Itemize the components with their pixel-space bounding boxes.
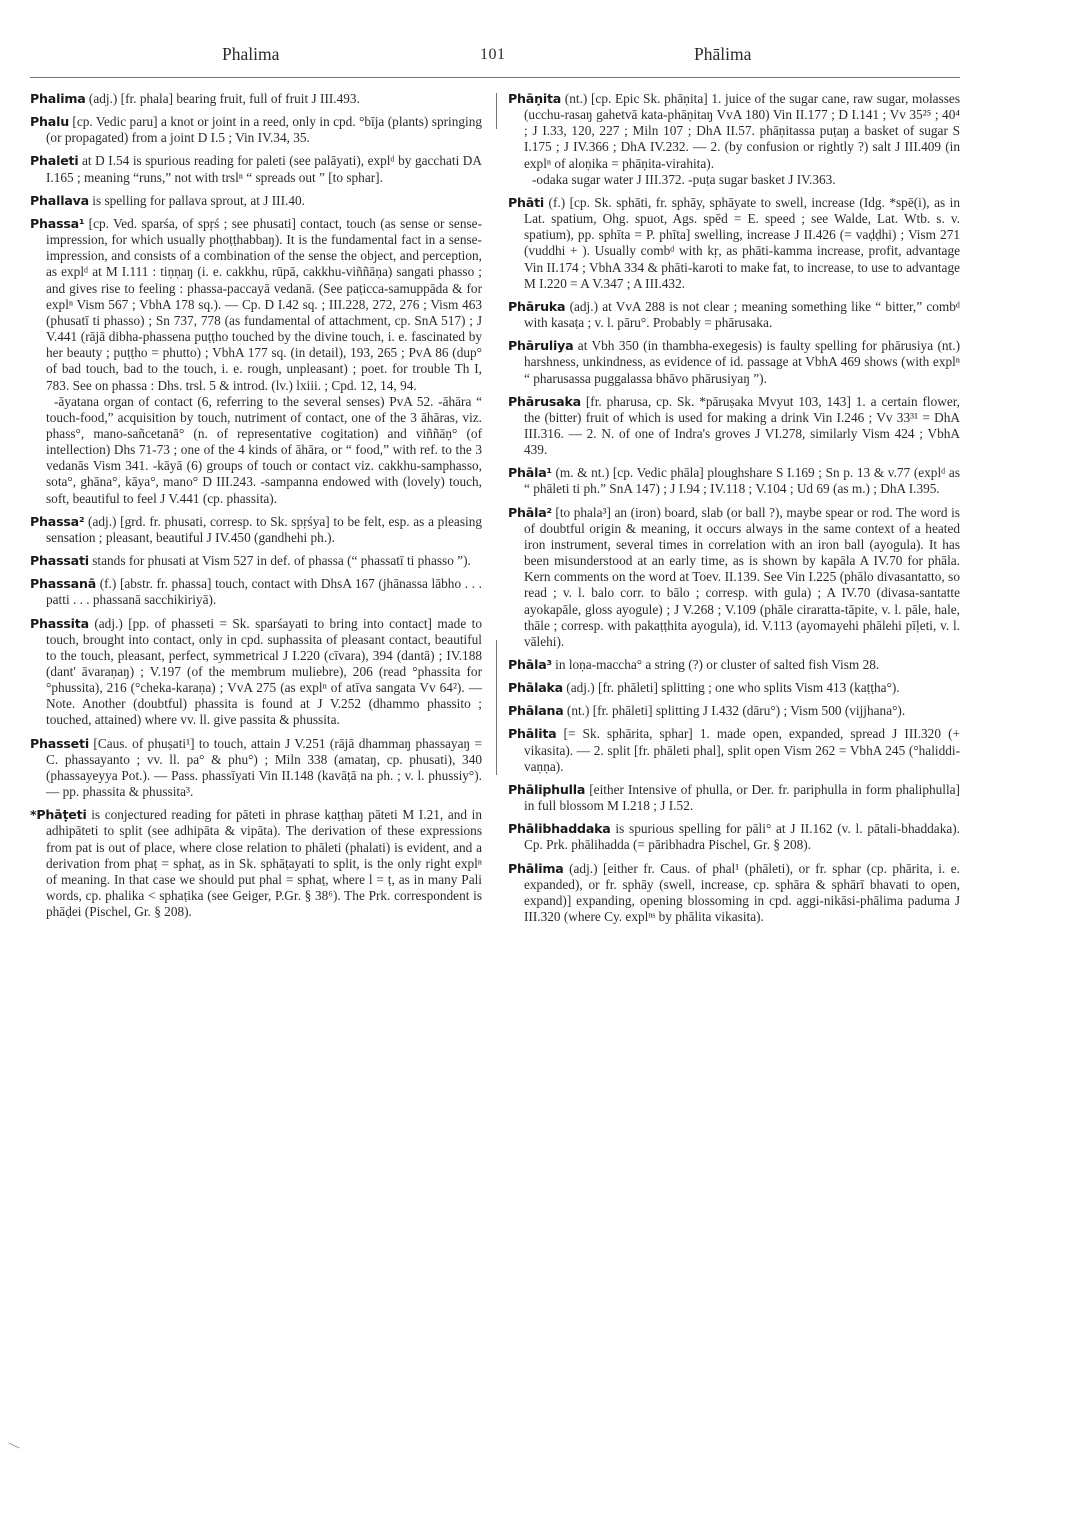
entry-paragraph bbox=[508, 338, 960, 386]
entry-paragraph bbox=[508, 821, 960, 853]
entry-headword: Phassa² bbox=[30, 513, 85, 529]
entry-headword: *Phāṭeti bbox=[30, 807, 87, 823]
dictionary-entry bbox=[508, 726, 960, 774]
entry-paragraph bbox=[508, 194, 960, 292]
page-number: 101 bbox=[480, 46, 506, 63]
entry-body: (adj.) [grd. fr. phusati, corresp. to Sk. spṛśya] to be felt, esp. as a pleasing sensation ; pleasant, beautiful J IV.450 (gandhehi ph.). bbox=[46, 513, 482, 545]
entry-body: (m. & nt.) [cp. Vedic phāla] ploughshare S I.169 ; Sn p. 13 & v.77 (explᵈ as “ phāleti ti ph.” SnA 147) ; J I.94 ; IV.118 ; V.104 ; Ud 69 (as m.) ; DhA I.395. bbox=[524, 465, 960, 497]
entry-paragraph bbox=[30, 807, 482, 920]
entry-body: (adj.) [either fr. Caus. of phal¹ (phāleti), or fr. sphar (cp. phārita, i. e. expanded), or fr. sphāy (swell, increase, cp. sphāra & sphārī bhavati to open, expand)] expanding, opening blossoming in cpd. aggi-nikāsi-phālima paduma J III.320 (where Cy. explⁿˢ by phālita vikasita). bbox=[524, 860, 960, 925]
entry-body: stands for phusati at Vism 527 in def. of phassa (“ phassatī ti phasso ”). bbox=[88, 553, 471, 569]
left-column bbox=[30, 91, 482, 927]
dictionary-entry bbox=[30, 193, 482, 209]
entry-headword: Phārusaka bbox=[508, 393, 581, 409]
dictionary-entry bbox=[508, 703, 960, 719]
entry-paragraph bbox=[508, 781, 960, 814]
running-header bbox=[30, 44, 960, 74]
dictionary-entry bbox=[508, 91, 960, 188]
entry-headword: Phāliphulla bbox=[508, 781, 586, 797]
entry-headword: Phālita bbox=[508, 726, 557, 742]
entry-paragraph bbox=[30, 615, 482, 729]
entry-headword: Phalima bbox=[30, 91, 86, 106]
entry-paragraph bbox=[508, 298, 960, 331]
dictionary-entry bbox=[30, 807, 482, 920]
dictionary-entry bbox=[508, 299, 960, 331]
entry-body: (adj.) [fr. phāleti] splitting ; one who splits Vism 413 (kaṭṭha°). bbox=[562, 680, 900, 696]
entry-headword: Phāti bbox=[508, 194, 545, 210]
entry-body: [= Sk. sphārita, sphar] 1. made open, expanded, spread J III.320 (+ vikasita). — 2. split [fr. phāleti phal], split open Vism 262 = VbhA 245 (°haliddi-vaṇṇa). bbox=[524, 726, 960, 774]
entry-headword: Phassa¹ bbox=[30, 215, 85, 231]
entry-body: (nt.) [fr. phāleti] splitting J I.432 (dāru°) ; Vism 500 (vijjhana°). bbox=[563, 703, 906, 719]
dictionary-entry bbox=[508, 821, 960, 853]
entry-paragraph bbox=[30, 153, 482, 185]
entry-body: at Vbh 350 (in thambha-exegesis) is faulty spelling for phārusiya (nt.) harshness, unkindness, as evidence of id. passage at VbhA 469 shows (with explⁿ “ pharusassa puggalassa bhāvo phārusiyaŋ ”). bbox=[524, 338, 960, 386]
entry-body: [to phala³] an (iron) board, slab (or ball ?), maybe spear or rod. The word is of doubtful origin & meaning, it occurs always in the same context of a heated iron instrument, several times in correlation with an iron ball (ayogula). It has been misunderstood at an early time, as is shown by kapāla A IV.70 for phāla. Kern comments on the word at Toev. II.139. See Vin I.225 (phālo divasantatto, so read ; v. l. balo corr. to bālo ; corresp. with gula) ; A IV.70 (divasa-santatte ayokapāle, gloss ayogule) ; J V.268 ; V.109 (phāle ciraratta-tāpite, v. l. pāle, hale, thāle ; corresp. with pakaṭṭhita ayogula), id. V.113 (ayomayehi phālehi pīḷeti, v. l. vālehi). bbox=[524, 504, 960, 649]
dictionary-entry bbox=[508, 861, 960, 926]
entry-paragraph bbox=[30, 215, 482, 394]
margin-mark bbox=[8, 1443, 19, 1449]
entry-headword: Phassanā bbox=[30, 576, 97, 592]
entry-paragraph bbox=[508, 657, 960, 673]
entry-body: is conjectured reading for pāteti in phrase kaṭṭhaŋ pāteti M I.21, and in adhipāteti to split (see adhipāta & vipāta). The derivation of these expressions from pat is out of place, where close relation to phāleti (phalati) is evident, and a derivation from phaṭ = sphaṭ, as in Sk. sphāṭayati to split, is the only right explⁿ of meaning. In that case we should put phal = sphaṭ, where l = ṭ, as in many Pali words, cp. phalika < sphaṭika (see Geiger, P.Gr. § 38⁶). The Prk. correspondent is phāḍei (Pischel, Gr. § 208). bbox=[46, 807, 482, 920]
entry-headword: Phāruka bbox=[508, 298, 566, 314]
dictionary-entry bbox=[508, 394, 960, 459]
entry-paragraph bbox=[30, 553, 482, 569]
entry-headword: Phālima bbox=[508, 860, 564, 876]
dictionary-entry bbox=[508, 782, 960, 814]
entry-paragraph bbox=[30, 114, 482, 146]
left-guide-word: Phalima bbox=[222, 44, 280, 64]
entry-paragraph bbox=[508, 91, 960, 172]
entry-paragraph bbox=[508, 703, 960, 719]
entry-compounds: -odaka sugar water J III.372. -puṭa sugar basket J IV.363. bbox=[532, 171, 836, 187]
dictionary-entry bbox=[508, 657, 960, 673]
entry-body: (adj.) [pp. of phasseti = Sk. sparśayati to bring into contact] made to touch, brought into contact, only in cpd. suphassita of pleasant contact, beautiful to the touch, pleasant, perfect, symmetrical J I.220 (cīvara), 394 (dantā) ; IV.188 (dant' āvaraṇaŋ) ; V.197 (of the membrum muliebre), 206 (read °phassita for °phussita), 216 (°cheka-karaṇa) ; VvA 275 (as explⁿ of atīva sangata Vv 64²). — Note. Another (doubtful) phassita is found at J V.252 (dhammo phassito ; touched, attained) where vv. ll. give passita & phussita. bbox=[46, 615, 482, 728]
entry-headword: Phāṇita bbox=[508, 91, 562, 106]
entry-body: [fr. pharusa, cp. Sk. *pāruṣaka Mvyut 103, 143] 1. a certain flower, the (bitter) fruit of which is used for making a drink Vin I.246 ; Vv 33³¹ = DhA III.316. — 2. N. of one of Indra's groves J VI.278, similarly Vism 424 ; VbhA 439. bbox=[524, 393, 960, 458]
entry-paragraph bbox=[508, 465, 960, 497]
entry-body: (adj.) [fr. phala] bearing fruit, full of fruit J III.493. bbox=[85, 91, 360, 106]
dictionary-entry bbox=[30, 514, 482, 546]
entry-paragraph bbox=[508, 726, 960, 774]
entry-headword: Phāruliya bbox=[508, 338, 574, 354]
entry-body: is spelling for pallava sprout, at J III.40. bbox=[88, 192, 305, 208]
entry-paragraph bbox=[30, 513, 482, 546]
entry-paragraph bbox=[30, 576, 482, 608]
column-divider bbox=[496, 640, 497, 775]
dictionary-entry bbox=[30, 553, 482, 569]
entry-headword: Phallava bbox=[30, 192, 89, 208]
entry-headword: Phassita bbox=[30, 615, 89, 631]
entry-body: (adj.) at VvA 288 is not clear ; meaning something like “ bitter,” combᵈ with kasaṭa ; v. l. pāru°. Probably = phārusaka. bbox=[524, 298, 960, 331]
entry-paragraph bbox=[30, 192, 482, 209]
entry-body: [cp. Ved. sparśa, of spṛś ; see phusati] contact, touch (as sense or sense-impression, for which usually phoṭṭhabbaŋ). It is the fundamental fact in a sense-impression, and consists of a combination of the sense the object, and perception, as explᵈ at M I.111 : tiṇṇaŋ (i. e. cakkhu, rūpā, cakkhu-viññāṇa) sangati phasso ; and gives rise to feeling : phassa-paccayā vedanā. (See paṭicca-samuppāda & for explⁿ Vism 567 ; VbhA 178 sq.). — Cp. D I.42 sq. ; III.228, 272, 276 ; Vism 463 (phusatī ti phasso) ; Sn 737, 778 (as fundamental of attachment, cp. SnA 517) ; J V.441 (rājā dibha-phassena puṭṭho touched by the divine touch, i. e. fascinated by her beauty ; puṭṭho = phutto) ; VbhA 177 sq. (in detail), 193, 265 ; PvA 86 (dup° of bad touch, bad to the touch, i. e. rough, unpleasant) ; poet. for trouble Th I, 783. See on phassa : Dhs. trsl. 5 & introd. (lv.) lxiii. ; Cpd. 12, 14, 94. bbox=[46, 215, 482, 393]
dictionary-entry bbox=[30, 616, 482, 729]
entry-body: [Caus. of phuṣati¹] to touch, attain J V.251 (rājā dhammaŋ phassayaŋ = C. phassayanto ; vv. ll. pa° & phu°) ; Miln 338 (amataŋ, cp. phusati), 340 (phassayeyya Pot.). — Pass. phassīyati Vin II.148 (kavāṭā na ph. ; v. l. phussiy°). — pp. phassita & phussita³. bbox=[46, 735, 482, 800]
header-rule bbox=[30, 77, 960, 78]
dictionary-entry bbox=[30, 114, 482, 146]
entry-body: (nt.) [cp. Epic Sk. phāṇita] 1. juice of the sugar cane, raw sugar, molasses (ucchu-rasaŋ gahetvā kata-phāṇitaŋ VvA 180) Vin II.177 ; D I.141 ; Vv 35²⁵ ; 40⁴ ; J I.33, 120, 227 ; Miln 107 ; DhA II.57. phāṇitassa puṭaŋ a basket of sugar S I.175 ; J IV.366 ; DhA IV.232. — 2. (by confusion or rightly ?) salt J III.409 (in explⁿ of aloṇika = phāṇita-virahita). bbox=[524, 91, 960, 171]
entry-body: (f.) [abstr. fr. phassa] touch, contact with DhsA 167 (jhānassa lābho . . . patti . . . phassanā sacchikiriyā). bbox=[46, 576, 482, 608]
entry-paragraph bbox=[508, 860, 960, 926]
entry-body: (f.) [cp. Sk. sphāti, fr. sphāy, sphāyate to swell, increase (Idg. *spē(i), as in Lat. spatium, Ohg. spuot, Ags. spēd = E. speed ; see Walde, Lat. Wtb. s. v. spatium), pp. sphīta = P. phīta] swelling, increase J II.426 (= vaḍḍhi) ; Vism 271 (vuddhi + ). Usually combᵈ with kṛ, as phāti-kamma increase, profit, advantage Vin II.174 ; VbhA 334 & phāti-karoti to make fat, to increase, to use to advantage M I.220 = A V.347 ; A III.432. bbox=[524, 194, 960, 291]
entry-headword: Phālaka bbox=[508, 680, 563, 696]
entry-paragraph bbox=[508, 393, 960, 459]
entry-paragraph bbox=[30, 735, 482, 801]
entry-compounds: -āyatana organ of contact (6, referring to the several senses) PvA 52. -āhāra “ touch-food,” acquisition by touch, nutriment of contact, one of the 3 āhāras, viz. phass°, mano-sañcetanā° (n. of representative cogitation) and viññāṇ° (of intellection) Dhs 71-73 ; one of the 4 kinds of āhāra, or “ food,” with ref. to the 3 vedanās Vism 341. -kāyā (6) groups of touch or contact viz. cakkhu-samphasso, sota°, ghāna°, kāya°, mano° D III.243. -sampanna endowed with (lovely) touch, soft, beautiful to feel J V.441 (cp. phassita). bbox=[46, 393, 482, 506]
entry-headword: Phālibhaddaka bbox=[508, 821, 611, 837]
dictionary-entry bbox=[508, 465, 960, 497]
dictionary-entry bbox=[30, 576, 482, 608]
dictionary-entry bbox=[508, 505, 960, 650]
entry-headword: Phāla² bbox=[508, 504, 552, 520]
entry-headword: Phaleti bbox=[30, 153, 79, 169]
entry-paragraph bbox=[508, 504, 960, 650]
entry-headword: Phāla¹ bbox=[508, 465, 552, 481]
entry-paragraph bbox=[30, 91, 482, 107]
entry-headword: Phasseti bbox=[30, 735, 89, 751]
entry-headword: Phassati bbox=[30, 553, 89, 569]
dictionary-entry bbox=[508, 680, 960, 696]
dictionary-entry bbox=[30, 216, 482, 507]
entry-body: at D I.54 is spurious reading for paleti (see palāyati), explᵈ by gacchati DA I.165 ; meaning “runs,” not with trslⁿ “ spreads out ” [to sphar]. bbox=[46, 153, 482, 185]
entry-body: [cp. Vedic paru] a knot or joint in a reed, only in cpd. °bīja (plants) springing (or propagated) from a joint D I.5 ; Vin IV.34, 35. bbox=[46, 114, 482, 146]
entry-body: in loṇa-maccha° a string (?) or cluster of salted fish Vism 28. bbox=[551, 657, 880, 672]
entry-headword: Phalu bbox=[30, 114, 69, 130]
entry-headword: Phālana bbox=[508, 703, 564, 719]
column-divider bbox=[496, 93, 497, 129]
entry-body: is spurious spelling for pāli° at J II.162 (v. l. pātali-bhaddaka). Cp. Prk. phālihadda (= pāribhadra Pischel, Gr. § 208). bbox=[524, 821, 960, 853]
entry-headword: Phāla³ bbox=[508, 657, 552, 672]
entry-paragraph bbox=[508, 680, 960, 696]
dictionary-entry bbox=[508, 195, 960, 292]
dictionary-entry bbox=[30, 91, 482, 107]
dictionary-entry bbox=[30, 736, 482, 801]
entry-body: [either Intensive of phulla, or Der. fr. pariphulla in form phaliphulla] in full blossom M I.218 ; J I.52. bbox=[524, 781, 960, 814]
dictionary-entry bbox=[508, 338, 960, 386]
right-column bbox=[508, 91, 960, 932]
dictionary-entry bbox=[30, 153, 482, 185]
right-guide-word: Phālima bbox=[694, 44, 752, 64]
